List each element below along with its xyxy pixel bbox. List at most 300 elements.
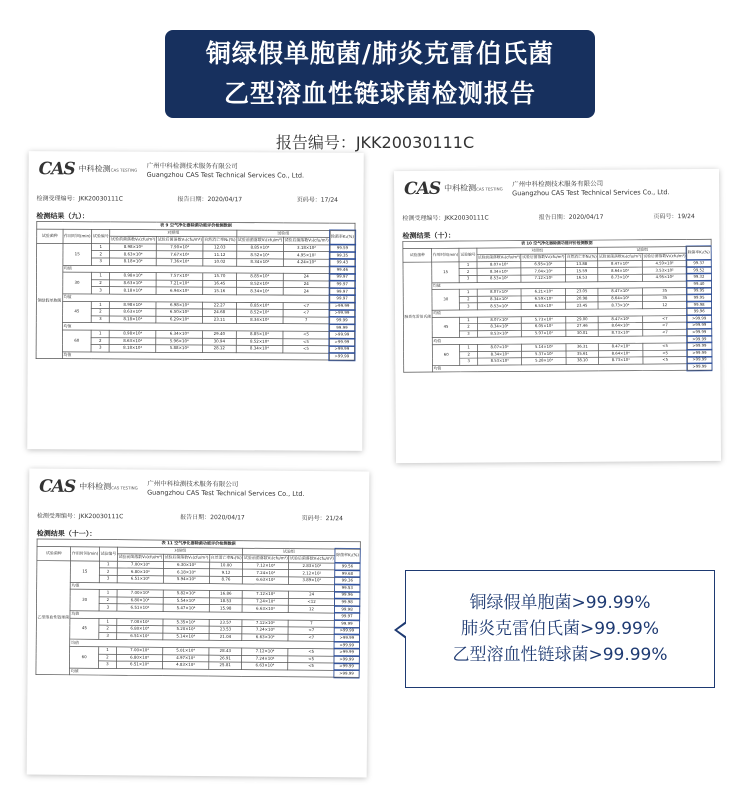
data-cell: 9.12 xyxy=(209,569,242,576)
data-cell: 8.47×10⁴ xyxy=(598,288,643,295)
test-no: 1 xyxy=(460,344,477,351)
header-time: 作用时间(min) xyxy=(71,546,100,561)
data-cell: <5 xyxy=(643,343,688,350)
removal-rate-cell: 99.97 xyxy=(330,281,355,288)
data-cell: 7.21×10⁴ xyxy=(156,280,203,287)
removal-rate-cell: 99.98 xyxy=(687,301,711,308)
test-no: 3 xyxy=(99,632,117,639)
data-cell: 8.63×10⁴ xyxy=(110,309,157,316)
data-cell: 11.12 xyxy=(203,251,237,258)
data-cell: 22.27 xyxy=(203,302,237,309)
data-cell: 8.73×10⁴ xyxy=(598,302,643,309)
data-cell: 12 xyxy=(643,302,688,309)
data-cell: 6.63×10⁴ xyxy=(242,605,288,613)
removal-rate-cell: 99.96 xyxy=(335,592,360,599)
data-cell: 6.63×10⁴ xyxy=(243,576,289,584)
header-c-before: 试验前菌落数V₀(cfu/m³) xyxy=(477,255,521,260)
data-cell: 7.12×10⁴ xyxy=(242,619,288,627)
removal-rate-cell: 99.97 xyxy=(329,288,354,295)
title-banner xyxy=(165,30,595,118)
data-cell: <7 xyxy=(643,329,688,336)
company-cn: 广州中科检测技术服务有限公司 xyxy=(147,479,239,489)
data-cell: 5.01×10⁴ xyxy=(163,647,209,655)
data-cell: 5.73×10⁴ xyxy=(522,316,567,323)
data-cell: 6.05×10⁴ xyxy=(522,323,567,330)
test-no: 2 xyxy=(91,308,109,315)
header-c-after: 试验后菌落数V₁(cfu/m³) xyxy=(522,255,565,260)
data-cell: 8.76 xyxy=(209,576,242,583)
data-cell: 5.35×10⁴ xyxy=(163,619,209,627)
removal-rate-cell: 99.99 xyxy=(334,620,359,627)
header-c-natural: 自然消亡率N₁(%) xyxy=(210,555,242,561)
time-cell: 30 xyxy=(70,589,99,611)
data-cell: 8.63×10⁴ xyxy=(109,337,156,344)
data-cell: 8.53×10⁴ xyxy=(477,303,522,310)
test-no: 2 xyxy=(460,296,477,303)
accept-number: 检测受理编号：JKK20030111C xyxy=(36,195,123,203)
mean-label: 均值 xyxy=(70,639,334,648)
removal-rate-cell: 99.68 xyxy=(335,570,360,577)
issue-date: 报告日期：2020/04/17 xyxy=(177,195,243,204)
data-cell: 7.12×10⁴ xyxy=(521,275,566,282)
time-cell: 60 xyxy=(432,344,460,365)
cas-logo-text: 中科检测 xyxy=(78,164,111,174)
cas-logo-text: 中科检测 xyxy=(444,183,477,193)
company-en: Guangzhou CAS Test Technical Services Co., Ltd. xyxy=(147,488,305,498)
data-cell: 2.83×10² xyxy=(289,563,335,571)
removal-rate-cell: 99.46 xyxy=(330,266,355,273)
removal-rate-cell: >99.99 xyxy=(329,353,354,360)
test-no: 3 xyxy=(460,303,477,310)
data-cell: 5.20×10⁴ xyxy=(163,626,209,634)
test-no: 3 xyxy=(99,575,117,582)
data-cell: 8.85×10⁴ xyxy=(236,273,283,280)
time-cell: 15 xyxy=(432,262,460,283)
removal-rate-cell: >99.99 xyxy=(334,670,359,677)
data-cell: <7 xyxy=(283,309,330,316)
data-cell: <7 xyxy=(288,627,334,635)
data-cell: 6.53×10⁴ xyxy=(521,302,566,309)
company-en: Guangzhou CAS Test Technical Services Co., Ltd. xyxy=(512,188,670,198)
data-cell: 28.12 xyxy=(202,345,236,352)
removal-rate-cell: 99.40 xyxy=(687,281,711,288)
removal-rate-cell: 99.97 xyxy=(334,613,359,620)
cas-logo-en: CAS TESTING xyxy=(476,185,503,192)
data-cell: 8.34×10⁴ xyxy=(477,268,522,275)
test-no: 1 xyxy=(91,272,109,279)
data-cell: 7.00×10⁴ xyxy=(117,590,163,598)
mean-label: 均值 xyxy=(432,308,687,317)
data-cell: 8.34×10⁴ xyxy=(236,288,283,295)
removal-rate-cell: >99.99 xyxy=(334,649,359,656)
time-cell: 30 xyxy=(432,289,460,310)
mean-label: 均值 xyxy=(62,323,329,332)
data-cell: 5.96×10⁴ xyxy=(156,338,203,345)
data-cell: 4.24×10² xyxy=(283,259,330,266)
report-page-3 xyxy=(27,469,370,778)
data-cell: 10.02 xyxy=(203,259,237,266)
data-cell: 7.24×10⁴ xyxy=(242,627,288,635)
data-cell: 7.24×10⁴ xyxy=(243,569,289,577)
removal-rate-cell: >99.99 xyxy=(329,331,354,338)
data-cell: 7.12×10⁴ xyxy=(242,648,288,656)
time-cell: 30 xyxy=(63,272,92,294)
data-cell: 7.12×10⁴ xyxy=(243,562,289,570)
data-cell: 23.53 xyxy=(209,626,242,633)
data-cell: 6.80×10⁴ xyxy=(117,625,163,633)
header-removal-rate: 除菌率K₁(%) xyxy=(335,549,360,564)
time-cell: 45 xyxy=(70,618,99,640)
removal-rate-cell: 99.98 xyxy=(335,606,360,613)
test-no: 1 xyxy=(98,647,116,654)
banner-title-line2: 乙型溶血性链球菌检测报告 xyxy=(223,79,536,108)
data-cell: 8.34×10⁴ xyxy=(237,259,284,266)
test-no: 3 xyxy=(460,358,477,365)
data-cell: 7.12×10⁴ xyxy=(242,591,288,599)
data-cell: <7 xyxy=(288,634,334,642)
data-cell: 8.53×10⁴ xyxy=(477,275,522,282)
data-cell: 6.51×10⁴ xyxy=(116,661,162,669)
data-cell: 2.12×10² xyxy=(289,570,335,578)
cas-logo xyxy=(39,477,138,498)
test-no: 2 xyxy=(91,280,109,287)
data-cell: 12 xyxy=(288,605,334,613)
header-test-group: 试验组 xyxy=(237,230,330,238)
data-cell: 8.34×10⁴ xyxy=(477,296,522,303)
data-cell: 8.52×10⁴ xyxy=(236,280,283,287)
data-cell: 6.51×10⁴ xyxy=(117,575,163,583)
data-cell: 6.18×10⁴ xyxy=(163,569,209,577)
data-cell: 15.16 xyxy=(203,287,237,294)
data-cell: 8.18×10⁴ xyxy=(109,316,156,323)
header-bacteria: 试验菌种 xyxy=(403,248,432,262)
issue-date: 报告日期：2020/04/17 xyxy=(538,213,604,222)
data-cell: 20.98 xyxy=(566,295,598,302)
removal-rate-cell: 99.56 xyxy=(335,563,360,570)
test-no: 1 xyxy=(460,317,477,324)
header-c-after: 试验后菌落数V₁(cfu/m³) xyxy=(164,555,209,561)
data-cell: 4.83×10⁴ xyxy=(162,662,208,670)
test-no: 3 xyxy=(91,345,109,352)
header-control-group: 对照组 xyxy=(477,247,598,255)
company-name xyxy=(512,179,670,198)
data-cell: 8.98×10⁴ xyxy=(110,244,157,251)
data-cell: <5 xyxy=(283,338,330,345)
bacteria-name: 乙型溶血性链球菌 xyxy=(36,560,71,675)
header-t-after: 试验后菌落数V₃(cfu/m³) xyxy=(289,556,334,562)
data-cell: 8.73×10⁴ xyxy=(598,329,643,336)
data-cell: 3.53×10² xyxy=(642,267,687,274)
table-caption: 表 9 空气净化器除菌功能评价检测数据 xyxy=(37,222,355,231)
removal-rate-cell: >99.99 xyxy=(329,339,354,346)
company-cn: 广州中科检测技术服务有限公司 xyxy=(512,179,604,189)
data-cell: 6.51×10⁴ xyxy=(117,633,163,641)
table-row xyxy=(36,351,354,360)
data-cell: 8.07×10⁴ xyxy=(477,261,522,268)
data-cell: 7.90×10⁴ xyxy=(156,244,203,251)
test-data-table xyxy=(36,221,356,361)
data-cell: <12 xyxy=(288,598,334,606)
report-page-1 xyxy=(27,151,364,451)
data-cell: 30.01 xyxy=(566,330,598,337)
report-meta xyxy=(402,211,695,222)
removal-rate-cell: >99.99 xyxy=(687,336,711,343)
report-meta xyxy=(37,193,339,204)
company-name xyxy=(147,480,305,499)
time-cell: 60 xyxy=(70,646,99,668)
data-cell: 8.18×10⁴ xyxy=(110,258,157,265)
mean-label: 均值 xyxy=(433,364,688,373)
data-cell: 8.07×10⁴ xyxy=(477,289,522,296)
data-cell: 8.52×10⁴ xyxy=(236,338,283,345)
data-cell: 6.50×10⁴ xyxy=(156,309,203,316)
data-cell: <7 xyxy=(643,315,688,322)
data-cell: 8.73×10⁴ xyxy=(598,274,643,281)
data-cell: 6.63×10⁴ xyxy=(242,662,288,670)
result-title: 检测结果（十）： xyxy=(402,231,455,241)
data-cell: 8.64×10⁴ xyxy=(598,267,643,274)
data-cell: 8.34×10⁴ xyxy=(477,351,522,358)
header-no: 试验编号 xyxy=(99,547,117,561)
test-data-table xyxy=(402,239,712,373)
test-no: 1 xyxy=(99,590,117,597)
header-c-natural: 自然消亡率N₁(%) xyxy=(566,254,597,260)
data-cell: 8.63×10⁴ xyxy=(110,251,157,258)
removal-rate-cell: >99.99 xyxy=(687,322,711,329)
removal-rate-cell: >99.99 xyxy=(687,350,711,357)
removal-rate-cell: 99.97 xyxy=(330,274,355,281)
test-no: 3 xyxy=(460,331,477,338)
removal-rate-cell: 99.53 xyxy=(335,584,360,591)
test-no: 3 xyxy=(459,275,476,282)
mean-label: 均值 xyxy=(70,582,334,591)
data-cell: 12.03 xyxy=(203,244,237,251)
data-cell: 8.53×10⁴ xyxy=(477,330,522,337)
removal-rate-cell: 99.95 xyxy=(687,288,711,295)
header-t-before: 试验前菌落数V₂(cfu/m³) xyxy=(237,238,283,243)
data-cell: 6.59×10⁴ xyxy=(521,295,566,302)
test-no: 1 xyxy=(99,561,117,568)
removal-rate-cell: 99.59 xyxy=(330,245,355,252)
data-cell: 7.57×10⁴ xyxy=(156,273,203,280)
header-t-after: 试验后菌落数V₃(cfu/m³) xyxy=(643,254,686,259)
test-no: 1 xyxy=(91,301,109,308)
data-cell: 13.88 xyxy=(566,261,598,268)
removal-rate-cell: 99.96 xyxy=(687,308,711,315)
data-cell: 16.53 xyxy=(566,275,598,282)
data-cell: 21.04 xyxy=(209,633,242,640)
data-cell: 7.24×10⁴ xyxy=(242,655,288,663)
cas-logo-en: CAS TESTING xyxy=(110,167,138,173)
result-callout xyxy=(405,570,715,688)
data-cell: 8.52×10⁴ xyxy=(236,309,283,316)
data-cell: 8.64×10⁴ xyxy=(598,350,643,357)
data-cell: 29.40 xyxy=(203,331,237,338)
data-cell: 7 xyxy=(283,317,330,324)
removal-rate-cell: >99.99 xyxy=(334,663,359,670)
test-no: 2 xyxy=(459,268,476,275)
header-c-after: 试验后菌落数V₁(cfu/m³) xyxy=(157,237,202,243)
data-cell: 30.94 xyxy=(202,338,236,345)
data-cell: 8.18×10⁴ xyxy=(110,287,157,294)
data-cell: 8.07×10⁴ xyxy=(477,344,522,351)
removal-rate-cell: 99.95 xyxy=(687,294,711,301)
removal-rate-cell: >99.99 xyxy=(687,329,711,336)
removal-rate-cell: >99.99 xyxy=(687,315,711,322)
removal-rate-cell: >99.99 xyxy=(334,656,359,663)
data-cell: <5 xyxy=(283,346,330,353)
data-cell: 8.07×10⁴ xyxy=(477,316,522,323)
data-cell: 8.47×10⁴ xyxy=(598,316,643,323)
time-cell: 15 xyxy=(63,243,92,265)
header-no: 试验编号 xyxy=(459,248,476,262)
data-cell: <5 xyxy=(288,648,334,656)
data-cell: 8.85×10⁴ xyxy=(237,244,284,251)
data-cell: 5.14×10⁴ xyxy=(522,344,567,351)
time-cell: 45 xyxy=(62,301,91,323)
cas-logo-mark: CAS xyxy=(39,476,76,497)
data-cell: 8.73×10⁴ xyxy=(598,357,643,364)
test-no: 2 xyxy=(460,351,477,358)
header-time: 作用时间(min) xyxy=(432,248,460,262)
removal-rate-cell: >99.99 xyxy=(334,634,359,641)
page-number: 页码号：17/24 xyxy=(296,196,339,204)
data-cell: 6.94×10⁴ xyxy=(156,287,203,294)
data-cell: 6.80×10⁴ xyxy=(117,597,163,605)
header-control-group: 对照组 xyxy=(117,547,243,555)
removal-rate-cell: 99.35 xyxy=(330,252,355,259)
cas-logo-text: 中科检测 xyxy=(79,481,112,492)
data-cell: 8.47×10⁴ xyxy=(598,343,643,350)
report-meta xyxy=(37,511,343,523)
table-caption: 表 11 空气净化器除菌功能评价检测数据 xyxy=(37,539,360,549)
data-cell: 6.34×10⁴ xyxy=(156,330,203,337)
mean-label: 均值 xyxy=(63,265,330,274)
page-number: 页码号：19/24 xyxy=(653,213,695,221)
cas-logo-en: CAS TESTING xyxy=(111,484,138,490)
test-no: 1 xyxy=(92,243,110,250)
data-cell: 7.36×10⁴ xyxy=(156,258,203,265)
data-cell: 8.63×10⁴ xyxy=(110,280,157,287)
test-no: 3 xyxy=(99,604,117,611)
removal-rate-cell: 99.36 xyxy=(335,577,360,584)
header-test-group: 试验组 xyxy=(243,548,335,556)
header-time: 作用时间(min) xyxy=(63,229,92,244)
data-cell: 24 xyxy=(283,281,330,288)
data-cell: 4.59×10² xyxy=(642,260,687,267)
removal-rate-cell: 99.99 xyxy=(329,317,354,324)
data-cell: <5 xyxy=(288,663,334,671)
data-cell: 7.00×10⁴ xyxy=(117,618,163,626)
data-cell: 8.34×10⁴ xyxy=(477,323,522,330)
data-cell: 15.59 xyxy=(566,268,598,275)
data-cell: 15.70 xyxy=(203,273,237,280)
data-cell: <5 xyxy=(283,331,330,338)
test-no: 2 xyxy=(99,597,117,604)
removal-rate-cell: >99.99 xyxy=(329,302,354,309)
data-cell: <5 xyxy=(643,350,688,357)
callout-line-2: 肺炎克雷伯氏菌>99.99% xyxy=(460,619,660,639)
data-cell: 7.24×10⁴ xyxy=(242,598,288,606)
data-cell: 7 xyxy=(288,620,334,628)
removal-rate-cell: 99.98 xyxy=(335,599,360,606)
data-cell: 23.45 xyxy=(566,302,598,309)
accept-number: 检测受理编号：JKK20030111C xyxy=(36,512,124,521)
removal-rate-cell: >99.99 xyxy=(329,346,354,353)
test-no: 1 xyxy=(459,262,476,269)
data-cell: 5.37×10⁴ xyxy=(522,351,567,358)
data-cell: 26.91 xyxy=(209,655,242,662)
header-c-before: 试验前菌落数V₀(cfu/m³) xyxy=(111,237,156,243)
data-cell: 24 xyxy=(283,288,330,295)
mean-label: 均值 xyxy=(62,352,329,361)
data-cell: 16.45 xyxy=(203,280,237,287)
removal-rate-cell: 99.43 xyxy=(330,259,355,266)
data-cell: 23.57 xyxy=(209,619,242,626)
data-cell: 8.98×10⁴ xyxy=(109,330,156,337)
removal-rate-cell: >99.99 xyxy=(687,363,711,370)
data-cell: 3.89×10² xyxy=(289,577,335,585)
data-cell: <7 xyxy=(643,322,688,329)
data-cell: 16.86 xyxy=(209,590,242,597)
mean-label: 均值 xyxy=(432,281,687,290)
test-no: 2 xyxy=(99,625,117,632)
data-cell: 28.43 xyxy=(209,648,242,655)
data-cell: 5.47×10⁴ xyxy=(163,604,209,612)
removal-rate-cell: >99.99 xyxy=(687,356,711,363)
data-cell: 8.85×10⁴ xyxy=(236,331,283,338)
test-no: 1 xyxy=(460,289,477,296)
data-cell: 25.81 xyxy=(209,662,242,669)
data-cell: 6.80×10⁴ xyxy=(116,654,162,662)
header-bacteria: 试验菌种 xyxy=(37,229,63,244)
header-removal-rate: 除菌率K₁(%) xyxy=(687,246,711,260)
data-cell: 38.10 xyxy=(566,357,598,364)
test-no: 2 xyxy=(92,251,110,258)
data-cell: <5 xyxy=(643,357,688,364)
cas-logo xyxy=(404,178,503,199)
data-cell: 8.64×10⁴ xyxy=(598,295,643,302)
mean-label: 均值 xyxy=(63,294,330,303)
test-no: 2 xyxy=(91,337,109,344)
header-t-before: 试验前菌落数V₂(cfu/m³) xyxy=(243,556,288,561)
data-cell: 4.97×10⁴ xyxy=(162,654,208,662)
test-no: 3 xyxy=(98,661,116,668)
data-cell: 35.61 xyxy=(566,350,598,357)
data-cell: 8.52×10⁴ xyxy=(237,251,284,258)
removal-rate-cell: >99.99 xyxy=(334,627,359,634)
test-no: 1 xyxy=(99,618,117,625)
data-cell: 23.05 xyxy=(566,288,598,295)
data-cell: 8.34×10⁴ xyxy=(236,316,283,323)
removal-rate-cell: 99.99 xyxy=(329,324,354,331)
report-number: 报告编号：JKK20030111C xyxy=(275,133,475,152)
callout-line-1: 铜绿假单胞菌>99.99% xyxy=(469,593,651,613)
data-cell: 5.82×10⁴ xyxy=(163,590,209,598)
removal-rate-cell: >99.99 xyxy=(334,642,359,649)
data-cell: 8.98×10⁴ xyxy=(110,301,157,308)
data-cell: 4.95×10² xyxy=(283,252,330,259)
header-t-before: 试验前菌落数V₂(cfu/m³) xyxy=(598,254,642,260)
header-no: 试验编号 xyxy=(92,229,110,244)
header-bacteria: 试验菌种 xyxy=(37,546,71,561)
company-name xyxy=(147,162,305,181)
data-cell: 27.46 xyxy=(566,323,598,330)
test-no: 2 xyxy=(460,324,477,331)
data-cell: 7.67×10⁴ xyxy=(156,251,203,258)
banner-title-line1: 铜绿假单胞菌/肺炎克雷伯氏菌 xyxy=(205,39,555,68)
data-cell: 5.54×10⁴ xyxy=(163,597,209,605)
